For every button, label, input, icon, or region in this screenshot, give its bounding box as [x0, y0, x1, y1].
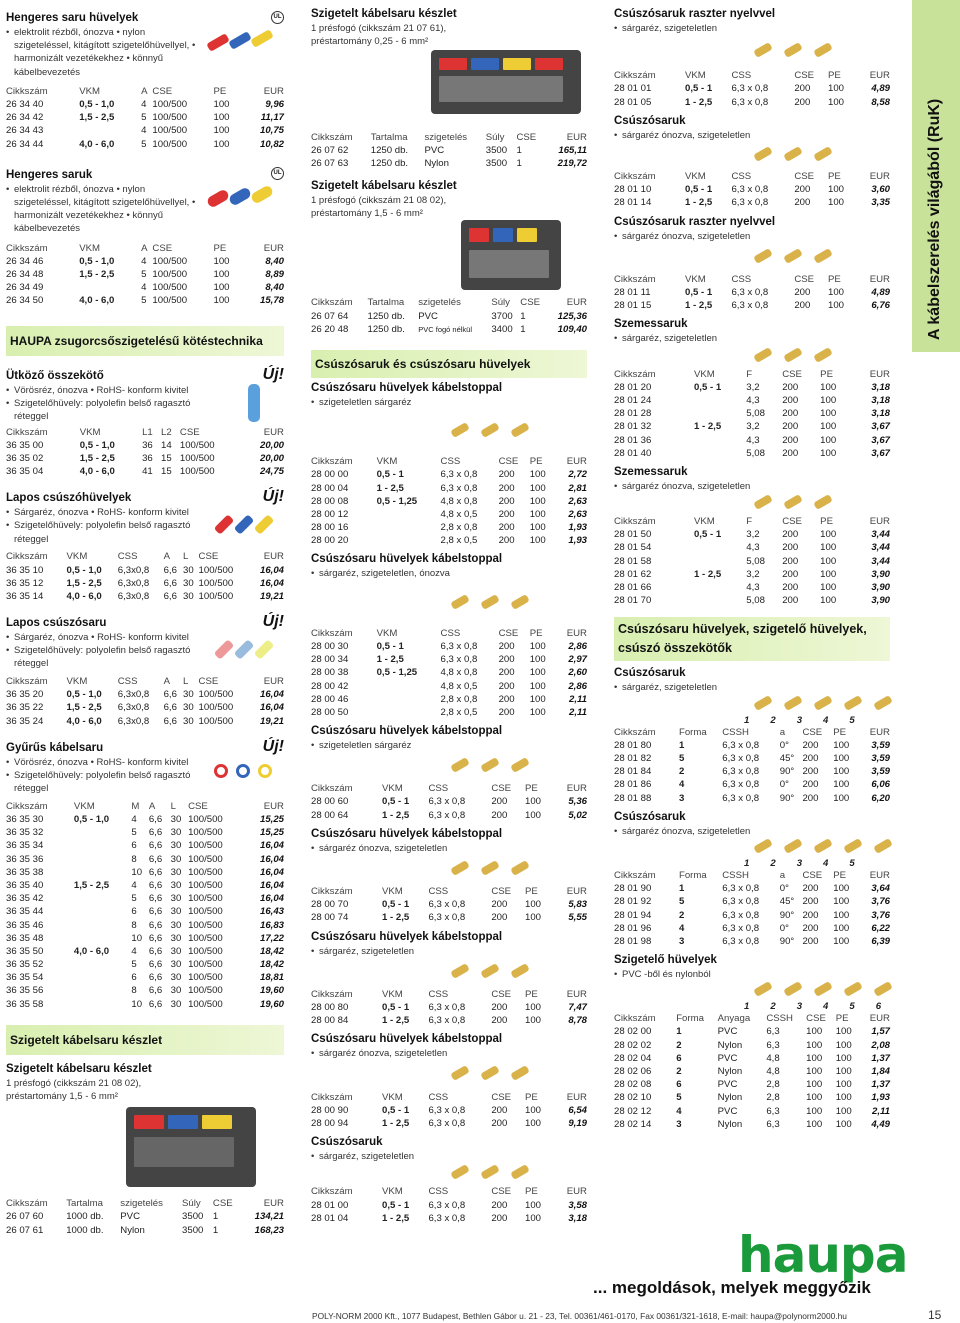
kit-case-image [126, 1107, 256, 1187]
product-table [614, 170, 890, 210]
table-row: 28 00 84 1 - 2,5 6,3 x 0,8 200 100 8,78 [311, 1015, 587, 1027]
bullet: • Sárgaréz, ónozva • RoHS- konform kivitel [6, 631, 206, 644]
table-row: 36 35 40 1,5 - 2,5 4 6,6 30 100/500 16,04 [6, 879, 284, 891]
new-badge: Új! [262, 737, 284, 755]
bullet-list [6, 756, 206, 796]
bullet-list [311, 842, 587, 855]
table-row: 28 01 05 1 - 2,5 6,3 x 0,8 200 100 8,58 [614, 96, 890, 108]
shape-number: 6 [875, 1001, 882, 1013]
bullet-list [6, 506, 206, 546]
table-row: 36 35 00 0,5 - 1,0 36 14 100/500 20,00 [6, 439, 284, 451]
section-title: Szemessaruk [614, 465, 688, 478]
product-table [614, 726, 890, 805]
section-title: Csúszósaru hüvelyek kábelstoppal [311, 930, 503, 943]
product-image [206, 631, 281, 671]
bullet: • Sárgaréz, ónozva • RoHS- konform kivitel [6, 506, 206, 519]
table-row: 28 01 94 2 6,3 x 0,8 90° 200 100 3,76 [614, 909, 890, 921]
table-row: 28 01 92 5 6,3 x 0,8 45° 200 100 3,76 [614, 896, 890, 908]
table-row: 28 01 66 4,3 200 100 3,90 [614, 582, 890, 594]
section-title: Csúszósaruk raszter nyelvvel [614, 215, 776, 228]
new-badge: Új! [262, 613, 284, 630]
table-row: 28 00 64 1 - 2,5 6,3 x 0,8 200 100 5,02 [311, 809, 587, 821]
section-title: Csúszósaru hüvelyek kábelstoppal [311, 827, 503, 840]
table-header: Cikkszám Forma CSSH a CSE PE EUR [614, 869, 890, 881]
column-3 [614, 0, 890, 1131]
section-desc: 1 présfogó (cikkszám 21 08 02), préstartomány 1,5 - 6 mm² [311, 194, 447, 220]
column-2 [311, 0, 587, 1225]
bullet: • Szigetelőhüvely: polyolefin belső ragasztó réteggel [6, 397, 226, 423]
slogan: ... megoldások, melyek meggyőzik [593, 1278, 871, 1297]
table-row: 36 35 36 8 6,6 30 100/500 16,04 [6, 853, 284, 865]
table-row: 36 35 50 4,0 - 6,0 4 6,6 30 100/500 18,42 [6, 945, 284, 957]
table-row: 36 35 48 10 6,6 30 100/500 17,22 [6, 932, 284, 944]
table-row: 26 07 62 1250 db. PVC 3500 1 165,11 [311, 144, 587, 156]
table-header: Cikkszám VKM CSS CSE PE EUR [614, 70, 890, 82]
bullet-list [6, 631, 206, 671]
product-image [201, 26, 281, 70]
section-desc: 1 présfogó (cikkszám 21 07 61), préstartomány 0,25 - 6 mm² [311, 23, 447, 48]
section-title: Csúszósaru hüvelyek kábelstoppal [311, 381, 503, 394]
table-row: 28 01 40 5,08 200 100 3,67 [614, 447, 890, 459]
bullet-list [614, 480, 890, 493]
product-image [206, 506, 281, 546]
bullet-list [6, 26, 201, 79]
table-header: Cikkszám VKM CSS CSE PE EUR [311, 988, 587, 1000]
product-table [614, 869, 890, 948]
bullet: • sárgaréz, szigeteletlen, ónozva [311, 567, 587, 580]
table-s3 [6, 426, 284, 479]
bullet-list [311, 1150, 587, 1163]
table-header: Cikkszám VKM CSS CSE PE EUR [311, 456, 587, 468]
product-image [614, 346, 890, 368]
product-image [311, 855, 587, 885]
section-title: Szigetelő hüvelyek [614, 953, 717, 966]
table-row: 26 34 46 0,5 - 1,0 4 100/500 100 8,40 [6, 255, 284, 267]
bullet: • sárgaréz ónozva, szigeteletlen [614, 129, 890, 142]
table-row: 28 01 96 4 6,3 x 0,8 0° 200 100 6,22 [614, 922, 890, 934]
table-row: 26 07 60 1000 db. PVC 3500 1 134,21 [6, 1211, 284, 1223]
table-row: 36 35 34 6 6,6 30 100/500 16,04 [6, 840, 284, 852]
c2-section-list [311, 382, 587, 1225]
table-row: 36 35 56 8 6,6 30 100/500 19,60 [6, 985, 284, 997]
shape-number: 5 [849, 714, 855, 726]
table-row: 36 35 44 6 6,6 30 100/500 16,43 [6, 906, 284, 918]
product-table [311, 782, 587, 822]
shape-number: 3 [796, 714, 803, 726]
table-header: Cikkszám VKM CSS A L CSE EUR [6, 551, 284, 563]
section-title: Csúszósaruk raszter nyelvvel [614, 8, 776, 20]
table-row: 26 20 48 1250 db. PVC fogó nélkül 3400 1 109,40 [311, 323, 587, 335]
table-row: 26 07 61 1000 db. Nylon 3500 1 168,23 [6, 1224, 284, 1236]
bullet: • Szigetelőhüvely: polyolefin belső ragasztó réteggel [6, 769, 206, 795]
product-table [614, 1012, 890, 1131]
table-row: 28 02 00 1 PVC 6,3 100 100 1,57 [614, 1026, 890, 1038]
table-row: 28 01 15 1 - 2,5 6,3 x 0,8 200 100 6,76 [614, 300, 890, 312]
product-section [614, 115, 890, 210]
bullet-list [311, 1047, 587, 1060]
section-desc: 1 présfogó (cikkszám 21 08 02), préstartomány 1,5 - 6 mm² [6, 1077, 142, 1102]
table-row: 28 02 08 6 PVC 2,8 100 100 1,37 [614, 1079, 890, 1091]
section-title: Csúszósaru hüvelyek kábelstoppal [311, 553, 503, 566]
table-header: Cikkszám VKM CSS A L CSE EUR [6, 676, 284, 688]
bullet-list [311, 739, 587, 752]
product-table [311, 988, 587, 1028]
table-row: 28 02 10 5 Nylon 2,8 100 100 1,93 [614, 1092, 890, 1104]
table-row: 28 01 54 4,3 200 100 3,44 [614, 542, 890, 554]
table-row: 28 01 32 1 - 2,5 3,2 200 100 3,67 [614, 421, 890, 433]
bullet-list [614, 825, 890, 838]
bullet-list [614, 332, 890, 345]
shape-number: 4 [823, 1001, 829, 1013]
product-section [311, 553, 587, 719]
table-row: 28 00 38 0,5 - 1,25 4,8 x 0,8 200 100 2,60 [311, 667, 587, 679]
table-row: 28 01 84 2 6,3 x 0,8 90° 200 100 3,59 [614, 766, 890, 778]
table-header: Cikkszám VKM F CSE PE EUR [614, 516, 890, 528]
table-row: 28 01 86 4 6,3 x 0,8 0° 200 100 6,06 [614, 779, 890, 791]
table-row: 28 00 16 2,8 x 0,8 200 100 1,93 [311, 522, 587, 534]
product-table [311, 1185, 587, 1225]
table-row: 28 00 60 0,5 - 1 6,3 x 0,8 200 100 5,36 [311, 796, 587, 808]
table-row: 36 35 54 6 6,6 30 100/500 18,81 [6, 972, 284, 984]
table-header: Cikkszám VKM CSS CSE PE EUR [311, 1186, 587, 1198]
table-s5 [6, 675, 284, 728]
shape-number-row [614, 1001, 890, 1012]
haupa-logo: haupa [738, 1226, 908, 1284]
table-row: 36 35 42 5 6,6 30 100/500 16,04 [6, 893, 284, 905]
table-row: 28 00 50 2,8 x 0,5 200 100 2,11 [311, 706, 587, 718]
section-title: Csúszósaruk [614, 667, 686, 680]
table-row: 28 00 42 4,8 x 0,5 200 100 2,86 [311, 680, 587, 692]
table-row: 36 35 32 5 6,6 30 100/500 15,25 [6, 827, 284, 839]
bullet: • szigeteletlen sárgaréz [311, 739, 587, 752]
shape-number: 5 [849, 857, 855, 869]
product-table [614, 368, 890, 460]
product-image [614, 695, 890, 715]
table-row: 26 34 49 4 100/500 100 8,40 [6, 282, 284, 294]
section-title: Hengeres saruk [6, 168, 93, 181]
product-image [311, 752, 587, 782]
table-header: Cikkszám Tartalma szigetelés Súly CSE EUR [6, 1198, 284, 1210]
table-row: 36 35 52 5 6,6 30 100/500 18,42 [6, 959, 284, 971]
table-row: 28 00 20 2,8 x 0,5 200 100 1,93 [311, 535, 587, 547]
product-image [614, 981, 890, 1001]
bullet-list [311, 945, 587, 958]
product-section [311, 931, 587, 1028]
c3-section-list-top [614, 8, 890, 607]
table-row: 28 02 14 3 Nylon 6,3 100 100 4,49 [614, 1118, 890, 1130]
table-row: 26 07 63 1250 db. Nylon 3500 1 219,72 [311, 157, 587, 169]
table-row: 28 01 58 5,08 200 100 3,44 [614, 555, 890, 567]
product-section [614, 811, 890, 948]
table-row: 36 35 46 8 6,6 30 100/500 16,83 [6, 919, 284, 931]
product-section [311, 725, 587, 822]
table-header: Cikkszám Forma Anyaga CSSH CSE PE EUR [614, 1013, 890, 1025]
section-title: Lapos csúszósaru [6, 617, 107, 629]
table-row: 28 00 46 2,8 x 0,8 200 100 2,11 [311, 693, 587, 705]
table-row: 28 00 34 1 - 2,5 6,3 x 0,8 200 100 2,97 [311, 654, 587, 666]
table-row: 36 35 24 4,0 - 6,0 6,3x0,8 6,6 30 100/500 19,21 [6, 715, 284, 727]
shape-number: 4 [823, 714, 829, 726]
table-row: 28 01 10 0,5 - 1 6,3 x 0,8 200 100 3,60 [614, 184, 890, 196]
page-number: 15 [928, 1308, 942, 1322]
table-row: 26 34 40 0,5 - 1,0 4 100/500 100 9,96 [6, 99, 284, 111]
table-row: 36 35 14 4,0 - 6,0 6,3x0,8 6,6 30 100/500 19,21 [6, 590, 284, 602]
table-row: 36 35 04 4,0 - 6,0 41 15 100/500 24,75 [6, 466, 284, 478]
bullet: • szigeteletlen sárgaréz [311, 396, 587, 409]
section-title: Csúszósaru hüvelyek kábelstoppal [311, 1033, 503, 1046]
bullet: • Szigetelőhüvely: polyolefin belső ragasztó réteggel [6, 644, 206, 670]
product-section [614, 8, 890, 109]
table-row: 28 01 36 4,3 200 100 3,67 [614, 434, 890, 446]
table-row: 36 35 38 10 6,6 30 100/500 16,04 [6, 866, 284, 878]
bullet: • sárgaréz, szigeteletlen [311, 1150, 587, 1163]
bullet-list [614, 230, 890, 243]
table-header: Cikkszám VKM CSS CSE PE EUR [614, 171, 890, 183]
product-image [311, 581, 587, 627]
shape-number: 3 [796, 857, 803, 869]
column-1 [6, 0, 284, 1237]
product-image [614, 838, 890, 858]
product-section [614, 318, 890, 460]
shape-number-row [614, 715, 890, 726]
table-row: 36 35 58 10 6,6 30 100/500 19,60 [6, 998, 284, 1010]
product-table [311, 455, 587, 547]
product-section [614, 466, 890, 608]
table-header: Cikkszám Forma CSSH a CSE PE EUR [614, 726, 890, 738]
bullet: • Vörösréz, ónozva • RoHS- konform kivitel [6, 384, 226, 397]
table-row: 28 00 08 0,5 - 1,25 4,8 x 0,8 200 100 2,63 [311, 495, 587, 507]
table-row: 26 34 44 4,0 - 6,0 5 100/500 100 10,82 [6, 138, 284, 150]
product-table [311, 1090, 587, 1130]
product-table [311, 885, 587, 925]
table-row: 28 01 04 1 - 2,5 6,3 x 0,8 200 100 3,18 [311, 1212, 587, 1224]
c3-section-list-bottom [614, 667, 890, 1131]
table-header: Cikkszám Tartalma szigetelés Súly CSE EUR [311, 131, 587, 143]
table-row: 28 00 80 0,5 - 1 6,3 x 0,8 200 100 7,47 [311, 1001, 587, 1013]
bullet: • sárgaréz ónozva, szigeteletlen [614, 825, 890, 838]
table-row: 36 35 12 1,5 - 2,5 6,3x0,8 6,6 30 100/500 16,04 [6, 577, 284, 589]
product-image [311, 1060, 587, 1090]
product-image [226, 384, 276, 424]
kit-case-image [431, 50, 581, 114]
bullet-list [6, 183, 201, 236]
shape-number-row [614, 858, 890, 869]
table-row: 28 02 06 2 Nylon 4,8 100 100 1,84 [614, 1066, 890, 1078]
table-row: 28 00 74 1 - 2,5 6,3 x 0,8 200 100 5,55 [311, 912, 587, 924]
bullet: • sárgaréz ónozva, szigeteletlen [311, 842, 587, 855]
table-row: 28 01 82 5 6,3 x 0,8 45° 200 100 3,59 [614, 753, 890, 764]
table-row: 26 34 48 1,5 - 2,5 5 100/500 100 8,89 [6, 269, 284, 281]
table-header: Cikkszám VKM CSS CSE PE EUR [311, 886, 587, 898]
ul-mark-icon: UL [271, 167, 284, 180]
kit-case-image [461, 220, 561, 290]
footer-address: POLY-NORM 2000 Kft., 1077 Budapest, Bethlen Gábor u. 21 - 23, Tel. 00361/461-0170, Fax 00361/321-1618, E-mail: haupa@polynorm2000.hu [312, 1311, 847, 1321]
table-header: Cikkszám VKM M A L CSE EUR [6, 800, 284, 812]
section-band: Csúszósaru hüvelyek, szigetelő hüvelyek, csúszó összekötők [614, 617, 890, 661]
table-header: Cikkszám VKM A CSE PE EUR [6, 85, 284, 97]
product-section [614, 216, 890, 313]
product-section [311, 382, 587, 548]
section-title: Ütköző összekötő [6, 369, 104, 382]
table-row: 28 00 12 4,8 x 0,5 200 100 2,63 [311, 508, 587, 520]
section-title: Csúszósaru hüvelyek kábelstoppal [311, 724, 503, 737]
table-row: 28 01 00 0,5 - 1 6,3 x 0,8 200 100 3,58 [311, 1199, 587, 1211]
table-row: 28 00 00 0,5 - 1 6,3 x 0,8 200 100 2,72 [311, 469, 587, 481]
product-table [614, 69, 890, 109]
table-row: 28 02 02 2 Nylon 6,3 100 100 2,08 [614, 1039, 890, 1051]
table-row: 28 01 50 0,5 - 1 3,2 200 100 3,44 [614, 529, 890, 541]
table-row: 28 01 24 4,3 200 100 3,18 [614, 394, 890, 406]
table-row: 28 01 11 0,5 - 1 6,3 x 0,8 200 100 4,89 [614, 287, 890, 299]
table-row: 26 34 50 4,0 - 6,0 5 100/500 100 15,78 [6, 295, 284, 307]
shape-number: 2 [770, 714, 776, 726]
table-row: 28 01 90 1 6,3 x 0,8 0° 200 100 3,64 [614, 883, 890, 895]
bullet: • sárgaréz ónozva, szigeteletlen [614, 480, 890, 493]
table-row: 28 01 20 0,5 - 1 3,2 200 100 3,18 [614, 381, 890, 393]
shape-number: 4 [823, 857, 829, 869]
table-row: 26 07 64 1250 db. PVC 3700 1 125,36 [311, 310, 587, 322]
table-header: Cikkszám VKM CSS CSE PE EUR [311, 1091, 587, 1103]
table-s4 [6, 550, 284, 603]
bullet: • sárgaréz, szigeteletlen [614, 332, 890, 345]
bullet: • sárgaréz, szigeteletlen [311, 945, 587, 958]
table-row: 28 01 14 1 - 2,5 6,3 x 0,8 200 100 3,35 [614, 197, 890, 209]
bullet: • Szigetelőhüvely: polyolefin belső ragasztó réteggel [6, 519, 206, 545]
table-row: 28 01 98 3 6,3 x 0,8 90° 200 100 6,39 [614, 935, 890, 947]
new-badge: Új! [262, 365, 284, 383]
table-header: Cikkszám VKM A CSE PE EUR [6, 242, 284, 254]
shape-number: 2 [770, 857, 776, 869]
table-row: 28 00 90 0,5 - 1 6,3 x 0,8 200 100 6,54 [311, 1104, 587, 1116]
table-s6 [6, 800, 284, 1011]
product-image [614, 493, 890, 515]
table-row: 36 35 22 1,5 - 2,5 6,3x0,8 6,6 30 100/500 16,04 [6, 702, 284, 714]
bullet-list [614, 129, 890, 142]
section-title: Csúszósaruk [614, 810, 686, 823]
bullet: • sárgaréz ónozva, szigeteletlen [311, 1047, 587, 1060]
bullet-list [311, 396, 587, 409]
table-k2 [311, 296, 587, 336]
table-header: Cikkszám VKM F CSE PE EUR [614, 368, 890, 380]
side-label: A kábelszerelés világából (RuK) [926, 98, 943, 340]
table-s2 [6, 242, 284, 308]
product-image [311, 958, 587, 988]
section-title: Szigetelt kábelsaru készlet [6, 1062, 152, 1075]
bullet: • sárgaréz, szigeteletlen [614, 22, 890, 35]
section-title: Szigetelt kábelsaru készlet [311, 179, 457, 192]
section-band: Csúszósaruk és csúszósaru hüvelyek [311, 350, 587, 378]
section-title: Gyűrűs kábelsaru [6, 741, 104, 754]
bullet-list [614, 968, 890, 981]
product-image [614, 142, 890, 170]
product-section [311, 1033, 587, 1130]
table-row: 28 01 01 0,5 - 1 6,3 x 0,8 200 100 4,89 [614, 83, 890, 95]
table-row: 36 35 20 0,5 - 1,0 6,3x0,8 6,6 30 100/500 16,04 [6, 689, 284, 701]
table-row: 26 34 43 4 100/500 100 10,75 [6, 125, 284, 137]
bullet: • sárgaréz, szigeteletlen [614, 681, 890, 694]
table-row: 28 01 28 5,08 200 100 3,18 [614, 408, 890, 420]
product-image [614, 243, 890, 273]
product-image [206, 756, 281, 796]
product-table [614, 273, 890, 313]
table-row: 28 00 94 1 - 2,5 6,3 x 0,8 200 100 9,19 [311, 1117, 587, 1129]
table-row: 28 01 70 5,08 200 100 3,90 [614, 595, 890, 607]
shape-number: 2 [770, 1001, 776, 1013]
shape-number: 1 [744, 714, 750, 726]
product-image [614, 35, 890, 69]
table-row: 36 35 10 0,5 - 1,0 6,3x0,8 6,6 30 100/500 16,04 [6, 564, 284, 576]
bullet-list [6, 384, 226, 424]
product-section [311, 1136, 587, 1225]
bullet-list [614, 22, 890, 35]
section-title: Hengeres saru hüvelyek [6, 12, 139, 24]
bullet-list [311, 567, 587, 580]
shape-number: 5 [849, 1001, 855, 1013]
shape-number: 1 [744, 857, 750, 869]
section-title: Lapos csúszóhüvelyek [6, 492, 132, 505]
table-k1 [311, 130, 587, 170]
bullet: • elektrolit rézből, ónozva • nylon szigeteléssel, kitágított szigetelőhüvellyel, • harmonizált vezetékekhez • könnyű kábelbevezetés [6, 183, 201, 236]
table-header: Cikkszám VKM CSS CSE PE EUR [614, 273, 890, 285]
section-title: Csúszósaruk [311, 1136, 383, 1149]
table-row: 28 02 12 4 PVC 6,3 100 100 2,11 [614, 1105, 890, 1117]
table-row: 28 00 70 0,5 - 1 6,3 x 0,8 200 100 5,83 [311, 899, 587, 911]
table-row: 28 02 04 6 PVC 4,8 100 100 1,37 [614, 1052, 890, 1064]
product-table [614, 515, 890, 607]
product-section [614, 954, 890, 1131]
section-band: Szigetelt kábelsaru készlet [6, 1025, 284, 1055]
product-section [614, 667, 890, 804]
table-s7 [6, 1197, 284, 1237]
bullet: • PVC -ből és nylonból [614, 968, 890, 981]
table-header: Cikkszám VKM CSS CSE PE EUR [311, 627, 587, 639]
table-row: 28 01 88 3 6,3 x 0,8 90° 200 100 6,20 [614, 792, 890, 804]
section-title: Szemessaruk [614, 318, 688, 331]
table-row: 28 00 30 0,5 - 1 6,3 x 0,8 200 100 2,86 [311, 640, 587, 652]
table-row: 36 35 30 0,5 - 1,0 4 6,6 30 100/500 15,25 [6, 814, 284, 826]
product-image [311, 409, 587, 455]
table-row: 28 00 04 1 - 2,5 6,3 x 0,8 200 100 2,81 [311, 482, 587, 494]
bullet: • Vörösréz, ónozva • RoHS- konform kivitel [6, 756, 206, 769]
table-s1 [6, 85, 284, 151]
bullet-list [614, 681, 890, 694]
table-header: Cikkszám VKM CSS CSE PE EUR [311, 783, 587, 795]
shape-number: 1 [744, 1001, 750, 1013]
table-row: 26 34 42 1,5 - 2,5 5 100/500 100 11,17 [6, 112, 284, 124]
section-band: HAUPA zsugorcsőszigetelésű kötéstechnika [6, 326, 284, 356]
ul-mark-icon: UL [271, 11, 284, 24]
shape-number: 3 [796, 1001, 803, 1013]
bullet: • sárgaréz ónozva, szigeteletlen [614, 230, 890, 243]
side-tab [912, 0, 960, 352]
table-row: 28 01 62 1 - 2,5 3,2 200 100 3,90 [614, 568, 890, 580]
bullet: • elektrolit rézből, ónozva • nylon szigeteléssel, kitágított szigetelőhüvellyel, • harmonizált vezetékekhez • könnyű kábelbevezetés [6, 26, 201, 79]
product-table [311, 627, 587, 719]
table-row: 28 01 80 1 6,3 x 0,8 0° 200 100 3,59 [614, 739, 890, 751]
product-section [311, 828, 587, 925]
table-row: 36 35 02 1,5 - 2,5 36 15 100/500 20,00 [6, 452, 284, 464]
new-badge: Új! [262, 488, 284, 506]
section-title: Szigetelt kábelsaru készlet [311, 8, 457, 20]
product-image [311, 1163, 587, 1185]
product-image [201, 183, 281, 227]
table-header: Cikkszám VKM L1 L2 CSE EUR [6, 426, 284, 438]
table-header: Cikkszám Tartalma szigetelés Súly CSE EUR [311, 297, 587, 309]
section-title: Csúszósaruk [614, 114, 686, 127]
